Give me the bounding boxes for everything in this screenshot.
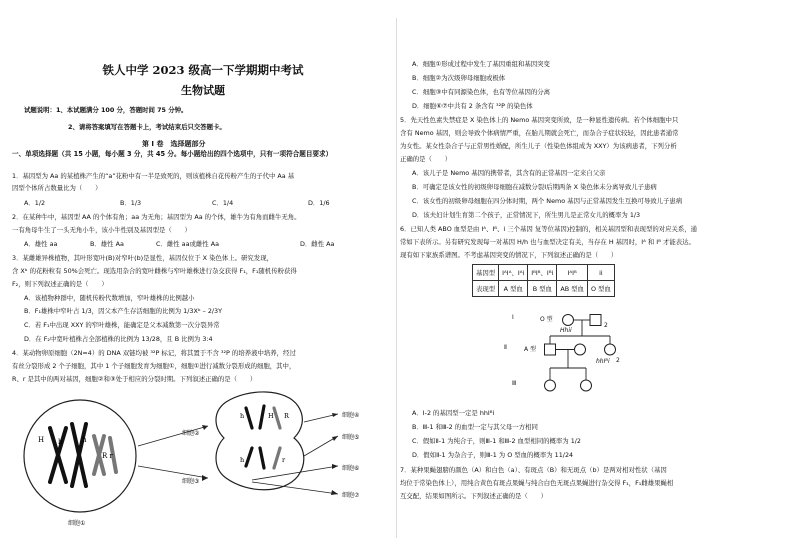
q2-option-d: D．雌性 Aa [300, 240, 335, 248]
q6-line-1: 6．已知人类 ABO 血型是由 Iᴬ、Iᴮ、i 三个基因 复等位基因)控制的，相关基因型和表现型的对应关系，通 [400, 225, 698, 233]
table-cell: 基因型 [473, 265, 499, 281]
q5-line-4: 正确的是（ ） [400, 155, 452, 163]
column-divider [396, 18, 397, 538]
q7-line-2: 均位于常染色体上），用纯合黄色有斑点果蝇与纯合白色无斑点果蝇进行杂交得 F₁，F₁雌雄果蝇相 [400, 479, 674, 487]
q4-line-3: R、r 是其中的两对基因，细胞②和③处于相应的分裂时期。下列叙述正确的是（ ） [12, 375, 257, 383]
q6-option-c: C．假如Ⅱ-1 为纯合子，则Ⅲ-1 和Ⅲ-2 血型相同的概率为 1/2 [412, 437, 581, 445]
table-cell: AB 型血 [557, 281, 588, 297]
q7-line-3: 互交配，结果如图所示。下列叙述正确的是（ ） [400, 492, 547, 500]
q6-line-2: 常如下表所示。另有研究发现每一对基因 H/h 也与血型决定有关，当存在 H 基因时，Iᴬ 和 Iᴮ 才能表达。 [400, 238, 695, 246]
i-2-label: 2 [604, 322, 608, 329]
svg-text:h: h [240, 412, 245, 420]
svg-text:R r: R r [102, 452, 113, 460]
q5-line-2: 含有 Nemo 基因，则会导致个体病情严重，在胎儿期就会死亡，而杂合子症状较轻，因此患者通常 [400, 129, 679, 137]
q4-line-2: 有丝分裂形成 2 个子细胞，其中 1 个子细胞发育为细胞①，细胞①进行减数分裂形成的细胞，其中， [12, 362, 296, 370]
q3-option-b: B．F₁雄株中窄叶占 1/3，因父本产生存活细胞的比例为 1/3Xᵇ – 2/3Y [24, 307, 223, 315]
cell-3-label: 细胞③ [182, 478, 200, 485]
q3-option-c: C．若 F₁中出现 XXY 的窄叶雄株，能确定是父本减数第一次分裂异常 [24, 321, 220, 329]
q6-line-3: 现有如下家族系谱图。不考虑基因突变的情况下，下列叙述正确的是（ ） [400, 251, 618, 259]
cell-4-label: 细胞④ [342, 412, 360, 419]
table-cell: IᴬIᴬ、Iᴬi [499, 265, 528, 281]
svg-text:H: H [38, 436, 45, 444]
svg-text:H: H [268, 412, 274, 420]
hh-ib-label: hhIᴮi [596, 358, 610, 365]
o-type-label: O 型 [540, 316, 553, 323]
cell-5-label: 细胞⑤ [342, 434, 360, 441]
q2-option-c: C．雌性 aa或雌性 Aa [156, 240, 219, 248]
table-cell: 表现型 [473, 281, 499, 297]
q5-option-b: B．可确定是该女性的初级卵母细胞在减数分裂Ⅰ后期两条 X 染色体未分离导致儿子患病 [412, 183, 657, 191]
q3-line-2: 含 Xᵇ 的花粉粒有 50%会死亡。现选用杂合的宽叶雌株与窄叶雄株进行杂交获得 F₁，F₁随机传粉获得 [12, 267, 297, 275]
q4-option-a: A．细胞①形成过程中发生了基因重组和基因突变 [412, 60, 550, 68]
svg-text:h: h [240, 456, 245, 464]
a-type-label: A 型 [524, 346, 537, 353]
exam-subject: 生物试题 [181, 84, 225, 97]
q4-option-d: D．细胞⑥⑦中共有 2 条含有 ³²P 的染色体 [412, 102, 533, 110]
q4-cell-division-figure [12, 386, 394, 536]
q1-line-1: 1．基因型为 Aa 的某植株产生的“a”花粉中有一半是致死的，则该植株自花传粉产生的子代中 Aa 基 [12, 172, 295, 180]
table-row [473, 265, 615, 281]
exam-note-1: 试题说明：1、本试题满分 100 分，答题时间 75 分钟。 [24, 106, 188, 114]
generation-1-label: Ⅰ [512, 314, 514, 321]
table-cell: ii [587, 265, 614, 281]
q6-option-d: D．假如Ⅱ-1 为杂合子，则Ⅲ-1 为 O 型血的概率为 11/24 [412, 451, 574, 459]
q1-option-b: B．1/3 [120, 199, 142, 207]
q1-option-c: C．1/4 [212, 199, 234, 207]
cell-7-label: 细胞⑦ [342, 492, 360, 499]
q2-line-1: 2．在某种牛中，基因型 AA 的个体有角；aa 为无角；基因型为 Aa 的个体，雄牛为有角而雌牛无角。 [12, 213, 301, 221]
table-row [473, 281, 615, 297]
q4-option-c: C．细胞③中有同源染色体，也有等位基因的分离 [412, 88, 551, 96]
q1-option-d: D．1/6 [308, 199, 330, 207]
q3-option-a: A．该植物种群中，随机传粉代数增加，窄叶雄株的比例越小 [24, 294, 195, 302]
q5-option-a: A．该儿子是 Nemo 基因的携带者，其含有的正常基因一定来自父亲 [412, 169, 606, 177]
part-heading: 第 I 卷 选择题部分 [142, 140, 206, 148]
svg-text:h: h [58, 438, 63, 446]
q6-option-a: A．Ⅰ-2 的基因型一定是 hhIᴮi [412, 409, 495, 417]
cell-1-label: 细胞① [68, 520, 86, 527]
q3-line-3: F₂，则下列叙述正确的是（ ） [12, 280, 108, 288]
pedigree-chart [400, 300, 782, 410]
q2-option-b: B．雄性 Aa [90, 240, 124, 248]
generation-3-label: Ⅲ [512, 380, 517, 387]
ii-2-label: 2 [616, 357, 620, 364]
table-cell: IᴮIᴮ、Iᴮi [528, 265, 557, 281]
table-cell: O 型血 [587, 281, 614, 297]
generation-2-label: Ⅱ [504, 344, 507, 351]
exam-note-2: 2、请将答案填写在答题卡上，考试结束后只交答题卡。 [68, 123, 226, 131]
q2-line-2: 一有角母牛生了一头无角小牛，该小牛性别及基因型是（ ） [12, 226, 191, 234]
q4-line-1: 4．某动物卵原细胞（2N=4）的 DNA 双链均被 ³²P 标记，将其置于不含 ³²P 的培养液中培养，经过 [12, 349, 296, 357]
svg-text:r: r [282, 456, 286, 464]
table-cell: IᴬIᴮ [557, 265, 588, 281]
blood-type-table [472, 264, 615, 297]
q3-option-d: D．在 F₂中宽叶植株占全部植株的比例为 13/28，且 B 比例为 3:4 [24, 335, 213, 343]
svg-text:h: h [82, 436, 87, 444]
q5-option-c: C．该女性的初级卵母细胞在四分体时期，两个 Nemo 基因与正常基因发生互换可导致儿子患病 [412, 197, 683, 205]
q2-option-a: A．雄性 aa [24, 240, 58, 248]
section-heading: 一、单项选择题（共 15 小题，每小题 3 分，共 45 分。每小题给出的四个选项中，只有一项符合题目要求） [12, 150, 333, 158]
exam-title: 铁人中学 2023 级高一下学期期中考试 [102, 63, 304, 77]
hhii-label: Hhii [560, 327, 572, 334]
svg-text:R: R [284, 412, 289, 420]
q1-option-a: A．1/2 [24, 199, 46, 207]
q7-line-1: 7．某种果蝇翅膀的颜色（A）和白色（a）、有斑点（B）和无斑点（b）是两对相对性状（基因 [400, 466, 667, 474]
cell-2-label: 细胞② [182, 430, 200, 437]
table-cell: A 型血 [499, 281, 528, 297]
cell-6-label: 细胞⑥ [342, 465, 360, 472]
q5-line-3: 为女性。某女性杂合子与正常男性婚配，所生儿子（性染色体组成为 XXY）为该病患者，下列分析 [400, 142, 677, 150]
table-cell: B 型血 [528, 281, 557, 297]
q6-option-b: B．Ⅲ-1 和Ⅲ-2 的血型一定与其父母一方相同 [412, 423, 538, 431]
q4-option-b: B．细胞②为次级卵母细胞或极体 [412, 74, 506, 82]
q5-option-d: D．该夫妇计划生育第二个孩子，正常情况下，所生男儿是正常女儿的概率为 1/3 [412, 211, 641, 219]
q3-line-1: 3．某雌雄异株植物，其叶形宽叶(B)对窄叶(b)是显性，基因仅位于 X 染色体上。研究发现， [12, 254, 273, 262]
q1-line-2: 因型个体所占数量比为（ ） [12, 184, 102, 192]
q5-line-1: 5．先天性色素失禁症是 X 染色体上的 Nemo 基因突变所致，是一种显性遗传病。若个体细胞中只 [400, 116, 679, 124]
